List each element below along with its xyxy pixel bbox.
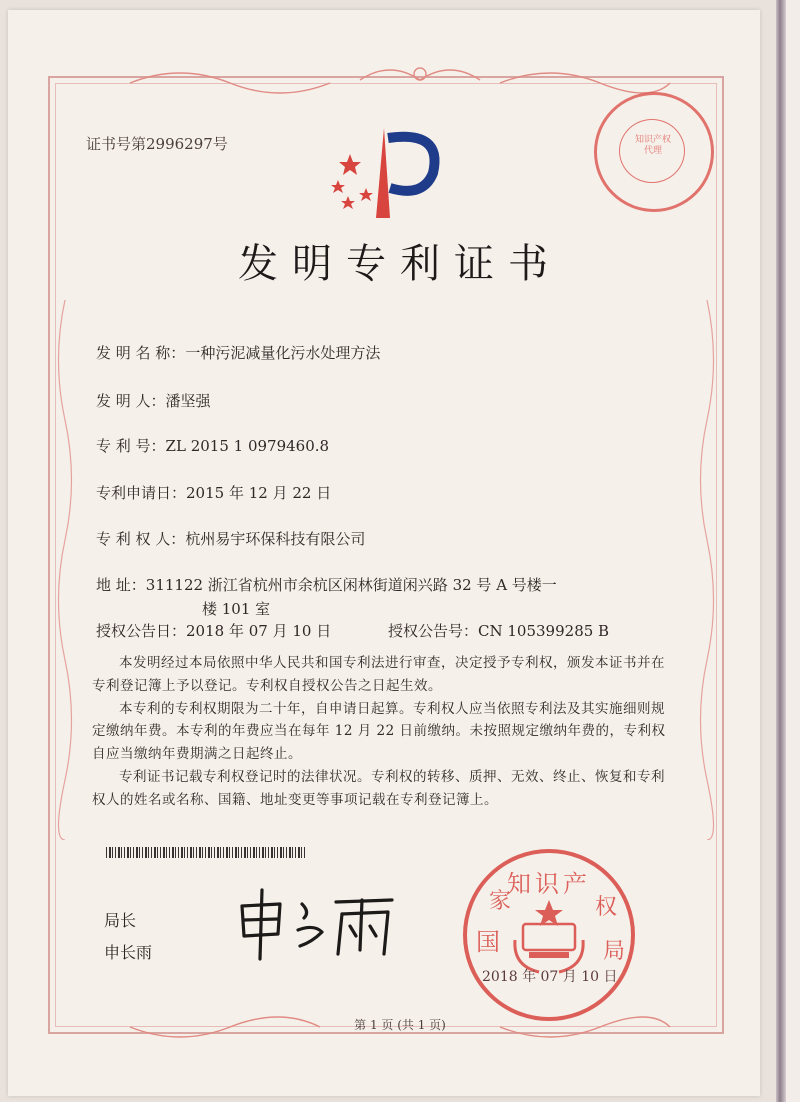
page-number: 第 1 页 (共 1 页) (354, 1018, 446, 1032)
binding-spine (776, 0, 786, 1102)
ornament-right (694, 300, 720, 840)
signature-date: 2018 年 07 月 10 日 (482, 969, 618, 985)
svg-text:家: 家 (488, 889, 512, 914)
ornament-left (52, 300, 78, 840)
patentee-row (96, 528, 365, 549)
svg-text:国: 国 (476, 928, 500, 956)
grant-number-value: CN 105399285 B (478, 622, 610, 640)
body-paragraph: 本专利的专利权期限为二十年，自申请日起算。专利权人应当依照专利法及其实施细则规定缴纳年费。本专利的年费应当在每年 12 月 22 日前缴纳。未按照规定缴纳年费的，专利权自应当缴纳年费期满之日起终止。 (92, 700, 666, 763)
inventor-label: 发 明 人： (96, 392, 166, 410)
filing-date-value: 2015 年 12 月 22 日 (186, 484, 332, 502)
body-paragraph: 本发明经过本局依照中华人民共和国专利法进行审查，决定授予专利权，颁发本证书并在专利登记簿上予以登记。专利权自授权公告之日起生效。 (92, 655, 665, 694)
patent-number-row (96, 435, 329, 456)
inventor-row (96, 390, 211, 411)
patentee-label: 专 利 权 人： (96, 530, 186, 548)
director-signature (232, 884, 402, 964)
body-paragraph: 专利证书记载专利权登记时的法律状况。专利权的转移、质押、无效、终止、恢复和专利权人的姓名或名称、国籍、地址变更等事项记载在专利登记簿上。 (92, 768, 665, 808)
certificate-body (92, 652, 668, 812)
patent-office-logo (318, 118, 448, 228)
invention-name-row (96, 342, 380, 363)
director-name: 申长雨 (104, 943, 153, 962)
address-row (96, 574, 557, 595)
grant-date-value: 2018 年 07 月 10 日 (186, 622, 332, 640)
director-title: 局长 (104, 911, 137, 930)
ornament-top (120, 58, 680, 98)
invention-name-label: 发 明 名 称： (96, 344, 186, 362)
patentee-value: 杭州易宇环保科技有限公司 (185, 530, 366, 548)
invention-name-value: 一种污泥减量化污水处理方法 (185, 344, 381, 362)
binding-edge (786, 0, 800, 1102)
patent-number-value: ZL 2015 1 0979460.8 (165, 437, 330, 455)
barcode (106, 847, 306, 858)
official-seal (460, 846, 638, 1024)
grant-date-row (96, 620, 331, 641)
patent-number-label: 专 利 号： (96, 437, 166, 455)
grant-number-label: 授权公告号： (388, 622, 479, 640)
address-value-line1: 311122 浙江省杭州市余杭区闲林街道闲兴路 32 号 A 号楼一 (145, 576, 557, 594)
certificate-number: 证书号第2996297号 (86, 135, 228, 153)
svg-text:权: 权 (594, 895, 618, 920)
filing-date-label: 专利申请日： (96, 484, 187, 502)
svg-text:局: 局 (602, 939, 626, 964)
grant-number-row (388, 620, 609, 641)
address-label: 地 址： (96, 576, 146, 594)
filing-date-row (96, 482, 331, 503)
certificate-title: 发明专利证书 (238, 241, 562, 287)
inventor-value: 潘坚强 (165, 392, 211, 410)
grant-date-label: 授权公告日： (96, 622, 187, 640)
address-value-line2: 楼 101 室 (202, 600, 271, 618)
agency-stamp: 知识产权 代理 (594, 92, 714, 212)
svg-text:知识产: 知识产 (507, 870, 591, 898)
